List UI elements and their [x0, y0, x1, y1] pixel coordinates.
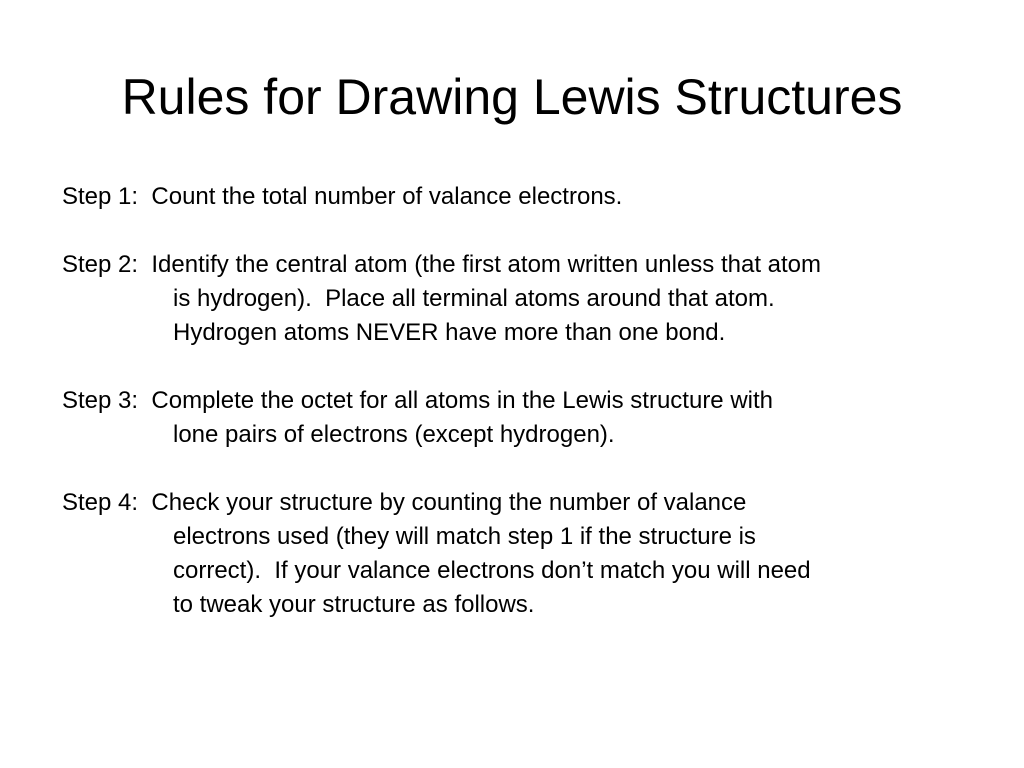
step-4 [62, 486, 982, 622]
step-1-line-1: Step 1: Count the total number of valance electrons. [62, 183, 623, 210]
slide-title: Rules for Drawing Lewis Structures [121, 69, 903, 125]
step-4-line-1: Step 4: Check your structure by counting the number of valance [62, 489, 747, 516]
step-3-line-1: Step 3: Complete the octet for all atoms in the Lewis structure with [62, 387, 773, 414]
step-2-line-1: Step 2: Identify the central atom (the first atom written unless that atom [62, 251, 822, 278]
step-3 [62, 384, 982, 452]
step-1 [62, 180, 982, 214]
step-4-line-3: correct). If your valance electrons don’t match you will need [173, 557, 811, 584]
steps-list [62, 180, 982, 656]
step-2-line-2: is hydrogen). Place all terminal atoms around that atom. [173, 285, 775, 312]
step-4-line-4: to tweak your structure as follows. [173, 591, 535, 618]
step-3-line-2: lone pairs of electrons (except hydrogen). [173, 421, 615, 448]
step-2 [62, 248, 982, 350]
step-2-line-3: Hydrogen atoms NEVER have more than one bond. [173, 319, 726, 346]
step-4-line-2: electrons used (they will match step 1 if the structure is [173, 523, 756, 550]
